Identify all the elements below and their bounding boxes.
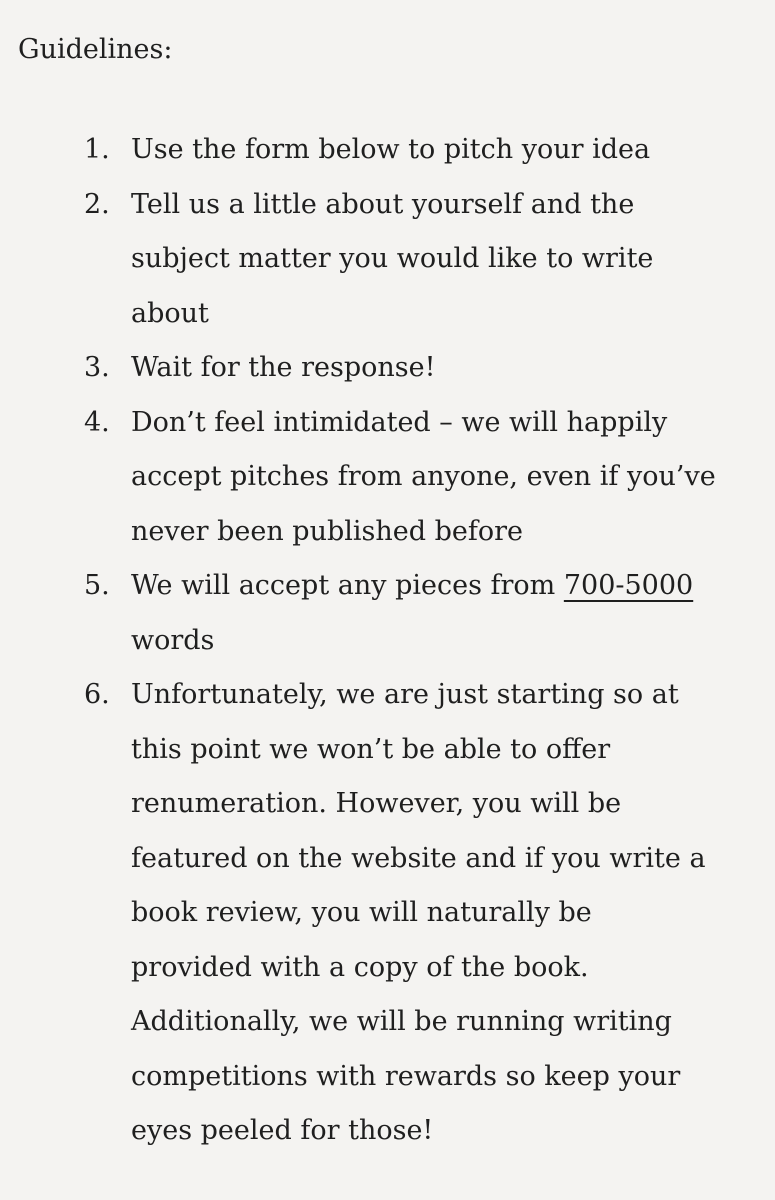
list-item [0, 341, 760, 396]
item-line: renumeration. However, you will be [131, 788, 622, 819]
item-line: words [131, 624, 215, 656]
item-line: Additionally, we will be running writing [131, 1006, 672, 1037]
list-item [0, 559, 760, 668]
item-number: 2. [84, 188, 110, 220]
item-line: eyes peeled for those! [131, 1115, 434, 1146]
list-item [0, 123, 760, 178]
item-line [131, 559, 760, 614]
list-item [0, 396, 760, 560]
item-line: subject matter you would like to write [131, 243, 654, 274]
item-line: competitions with rewards so keep your [131, 1060, 681, 1092]
item-line: accept pitches from anyone, even if you’ve [131, 461, 716, 492]
item-number: 6. [84, 679, 110, 710]
item-text [131, 123, 760, 178]
word-range-link[interactable]: 700-5000 [563, 570, 694, 601]
item-number: 4. [84, 406, 110, 438]
item-line: this point we won’t be able to offer [131, 733, 611, 765]
item-text [131, 396, 760, 560]
list-item [0, 178, 760, 342]
item-text [131, 559, 760, 668]
list-item [0, 668, 760, 1159]
item-line-prefix: We will accept any pieces from [131, 570, 564, 601]
item-line: Use the form below to pitch your idea [131, 134, 651, 165]
guidelines-list [0, 123, 775, 1159]
item-number: 3. [84, 352, 110, 383]
item-line: Tell us a little about yourself and the [131, 188, 635, 220]
item-number: 1. [84, 134, 110, 165]
guidelines-heading: Guidelines: [18, 34, 173, 65]
item-line: featured on the website and if you write a [131, 842, 706, 874]
item-text [131, 341, 760, 396]
item-text [131, 668, 760, 1159]
item-line: about [131, 297, 209, 329]
item-line: Unfortunately, we are just starting so at [131, 679, 679, 710]
item-line: Wait for the response! [131, 352, 436, 383]
item-number: 5. [84, 570, 110, 601]
item-line: provided with a copy of the book. [131, 951, 589, 983]
item-line: book review, you will naturally be [131, 897, 592, 928]
item-line: never been published before [131, 515, 524, 547]
item-line: Don’t feel intimidated – we will happily [131, 406, 668, 438]
item-text [131, 178, 760, 342]
